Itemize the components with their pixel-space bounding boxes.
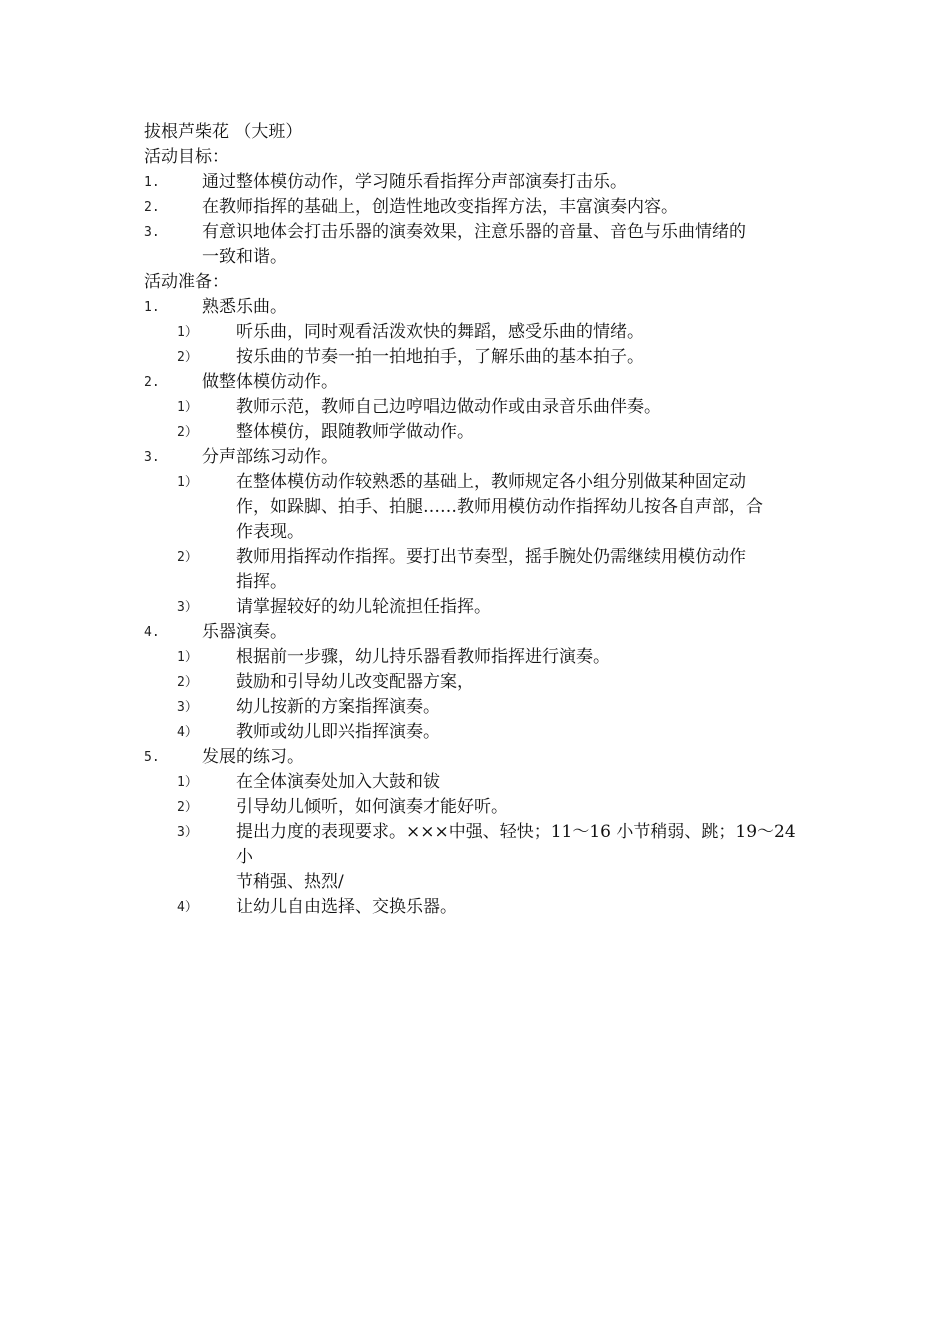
prep-substep (144, 720, 810, 745)
substep-text-line: 作表现。 (236, 522, 304, 542)
prep-substep (144, 770, 810, 795)
substep-text-line: 指挥。 (236, 572, 287, 592)
step-number: 5. (144, 750, 160, 765)
prep-step (144, 370, 810, 395)
step-text: 分声部练习动作。 (202, 447, 338, 467)
step-text: 乐器演奏。 (202, 622, 287, 642)
substep-text-line: 节稍强、热烈/ (236, 872, 344, 892)
substep-text-line: 在整体模仿动作较熟悉的基础上，教师规定各小组分别做某种固定动 (236, 472, 746, 492)
substep-number: 3） (177, 825, 198, 840)
goal-item (144, 170, 810, 195)
substep-number: 3） (177, 600, 198, 615)
step-text: 熟悉乐曲。 (202, 297, 287, 317)
prep-step (144, 745, 810, 770)
prep-substep (144, 420, 810, 445)
substep-number: 3） (177, 700, 198, 715)
substep-text-line: 提出力度的表现要求。×××中强、轻快；11～16 小节稍弱、跳；19～24 小 (236, 822, 796, 867)
goal-text: 通过整体模仿动作，学习随乐看指挥分声部演奏打击乐。 (202, 172, 627, 192)
substep-number: 1） (177, 650, 198, 665)
document-page (144, 120, 810, 920)
prep-substep (144, 670, 810, 695)
prep-substep (144, 470, 810, 545)
prep-substep (144, 645, 810, 670)
substep-text: 听乐曲，同时观看活泼欢快的舞蹈，感受乐曲的情绪。 (236, 322, 644, 342)
substep-number: 2） (177, 425, 198, 440)
substep-text: 教师示范，教师自己边哼唱边做动作或由录音乐曲伴奏。 (236, 397, 661, 417)
goal-text-line: 一致和谐。 (202, 247, 287, 267)
prep-substep (144, 320, 810, 345)
substep-number: 2） (177, 350, 198, 365)
step-number: 2. (144, 375, 160, 390)
prep-substep (144, 545, 810, 595)
goal-number: 3. (144, 225, 160, 240)
substep-number: 2） (177, 550, 198, 565)
prep-step (144, 620, 810, 645)
substep-number: 1） (177, 325, 198, 340)
substep-text: 整体模仿，跟随教师学做动作。 (236, 422, 474, 442)
substep-number: 4） (177, 900, 198, 915)
goal-text: 在教师指挥的基础上，创造性地改变指挥方法，丰富演奏内容。 (202, 197, 678, 217)
substep-text-line: 作，如跺脚、拍手、拍腿……教师用模仿动作指挥幼儿按各自声部，合 (236, 497, 763, 517)
prep-step (144, 295, 810, 320)
substep-text: 教师或幼儿即兴指挥演奏。 (236, 722, 440, 742)
prep-substep (144, 345, 810, 370)
prep-substep (144, 395, 810, 420)
step-number: 4. (144, 625, 160, 640)
document-title: 拔根芦柴花 （大班） (144, 122, 303, 142)
substep-number: 4） (177, 725, 198, 740)
prep-substep (144, 820, 810, 895)
substep-number: 2） (177, 675, 198, 690)
substep-number: 2） (177, 800, 198, 815)
substep-number: 1） (177, 475, 198, 490)
substep-text: 让幼儿自由选择、交换乐器。 (236, 897, 457, 917)
prep-substep (144, 795, 810, 820)
goal-number: 2. (144, 200, 160, 215)
prep-substep (144, 595, 810, 620)
goal-item (144, 195, 810, 220)
substep-text: 请掌握较好的幼儿轮流担任指挥。 (236, 597, 491, 617)
goal-text-line: 有意识地体会打击乐器的演奏效果，注意乐器的音量、音色与乐曲情绪的 (202, 222, 746, 242)
step-number: 3. (144, 450, 160, 465)
step-text: 做整体模仿动作。 (202, 372, 338, 392)
goal-item (144, 220, 810, 270)
substep-text: 根据前一步骤，幼儿持乐器看教师指挥进行演奏。 (236, 647, 610, 667)
step-text: 发展的练习。 (202, 747, 304, 767)
substep-number: 1） (177, 775, 198, 790)
substep-number: 1） (177, 400, 198, 415)
substep-text: 引导幼儿倾听，如何演奏才能好听。 (236, 797, 508, 817)
substep-text: 在全体演奏处加入大鼓和钹 (236, 772, 440, 792)
substep-text: 按乐曲的节奏一拍一拍地拍手，了解乐曲的基本拍子。 (236, 347, 644, 367)
step-number: 1. (144, 300, 160, 315)
prep-heading: 活动准备： (144, 272, 229, 292)
substep-text-line: 教师用指挥动作指挥。要打出节奏型，摇手腕处仍需继续用模仿动作 (236, 547, 746, 567)
goal-number: 1. (144, 175, 160, 190)
substep-text: 鼓励和引导幼儿改变配器方案， (236, 672, 474, 692)
prep-substep (144, 895, 810, 920)
prep-step (144, 445, 810, 470)
goals-heading: 活动目标： (144, 147, 229, 167)
substep-text: 幼儿按新的方案指挥演奏。 (236, 697, 440, 717)
prep-substep (144, 695, 810, 720)
